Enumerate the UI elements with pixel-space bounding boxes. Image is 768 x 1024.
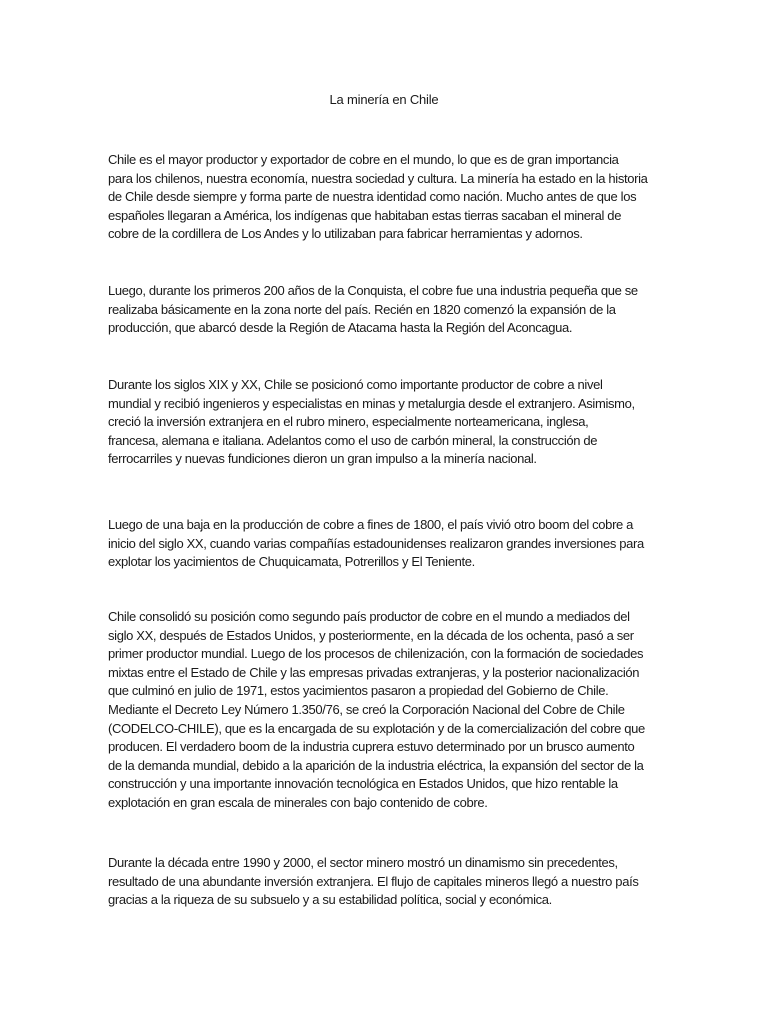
paragraph-line: cobre de la cordillera de Los Andes y lo utilizaban para fabricar herramientas y adornos. <box>108 226 583 242</box>
paragraph-line: explotación en gran escala de minerales con bajo contenido de cobre. <box>108 794 488 810</box>
paragraph-line: Luego de una baja en la producción de cobre a fines de 1800, el país vivió otro boom del cobre a <box>108 517 634 532</box>
paragraph-line: Durante los siglos XIX y XX, Chile se posicionó como importante productor de cobre a nivel <box>108 377 603 392</box>
paragraph-line: realizaba básicamente en la zona norte del país. Recién en 1820 comenzó la expansión de la <box>108 301 616 317</box>
paragraph-line: que culminó en julio de 1971, estos yacimientos pasaron a propiedad del Gobierno de Chile. <box>108 683 609 699</box>
paragraph <box>108 854 638 910</box>
paragraph <box>108 282 638 338</box>
paragraph <box>108 151 648 244</box>
paragraph-line: Durante la década entre 1990 y 2000, el sector minero mostró un dinamismo sin precedentes, <box>108 855 618 870</box>
paragraph-line: resultado de una abundante inversión extranjera. El flujo de capitales mineros llegó a nuestro país <box>108 873 639 889</box>
paragraph <box>108 608 645 813</box>
paragraph-line: para los chilenos, nuestra economía, nuestra sociedad y cultura. La minería ha estado en la historia <box>108 170 648 186</box>
paragraph-line: construcción y una importante innovación tecnológica en Estados Unidos, que hizo rentable la <box>108 776 618 792</box>
paragraph-line: siglo XX, después de Estados Unidos, y posteriormente, en la década de los ochenta, pasó a ser <box>108 627 634 643</box>
paragraph-line: producen. El verdadero boom de la industria cuprera estuvo determinado por un brusco aumento <box>108 739 635 755</box>
paragraph-line: producción, que abarcó desde la Región de Atacama hasta la Región del Aconcagua. <box>108 320 573 336</box>
paragraph-line: creció la inversión extranjera en el rubro minero, especialmente norteamericana, inglesa, <box>108 414 589 430</box>
paragraph-line: mixtas entre el Estado de Chile y las empresas privadas extranjeras, y la posterior nacionalización <box>108 664 640 680</box>
paragraph-line: de la demanda mundial, debido a la aparición de la industria eléctrica, la expansión del sector de la <box>108 757 644 773</box>
document-title: La minería en Chile <box>329 92 439 107</box>
paragraph <box>108 376 635 469</box>
paragraph <box>108 516 644 572</box>
paragraph-line: (CODELCO-CHILE), que es la encargada de su explotación y de la comercialización del cobre que <box>108 720 645 736</box>
paragraph-line: Chile consolidó su posición como segundo país productor de cobre en el mundo a mediados del <box>108 609 630 624</box>
paragraph-line: Luego, durante los primeros 200 años de la Conquista, el cobre fue una industria pequeña que se <box>108 283 638 298</box>
paragraph-line: ferrocarriles y nuevas fundiciones dieron un gran impulso a la minería nacional. <box>108 451 537 467</box>
paragraph-line: explotar los yacimientos de Chuquicamata, Potrerillos y El Teniente. <box>108 554 475 570</box>
paragraph-line: Chile es el mayor productor y exportador de cobre en el mundo, lo que es de gran importancia <box>108 152 619 167</box>
paragraph-line: españoles llegaran a América, los indígenas que habitaban estas tierras sacaban el mineral de <box>108 207 622 223</box>
paragraph-line: Mediante el Decreto Ley Número 1.350/76, se creó la Corporación Nacional del Cobre de Chile <box>108 701 625 717</box>
paragraph-line: francesa, alemana e italiana. Adelantos como el uso de carbón mineral, la construcción de <box>108 432 598 448</box>
paragraph-line: de Chile desde siempre y forma parte de nuestra identidad como nación. Mucho antes de que los <box>108 189 637 205</box>
paragraph-line: primer productor mundial. Luego de los procesos de chilenización, con la formación de sociedades <box>108 646 644 662</box>
paragraph-line: gracias a la riqueza de su subsuelo y a su estabilidad política, social y económica. <box>108 892 552 908</box>
paragraph-line: mundial y recibió ingenieros y especialistas en minas y metalurgia desde el extranjero. Asimismo, <box>108 395 635 411</box>
paragraph-line: inicio del siglo XX, cuando varias compañías estadounidenses realizaron grandes inversiones para <box>108 535 644 551</box>
